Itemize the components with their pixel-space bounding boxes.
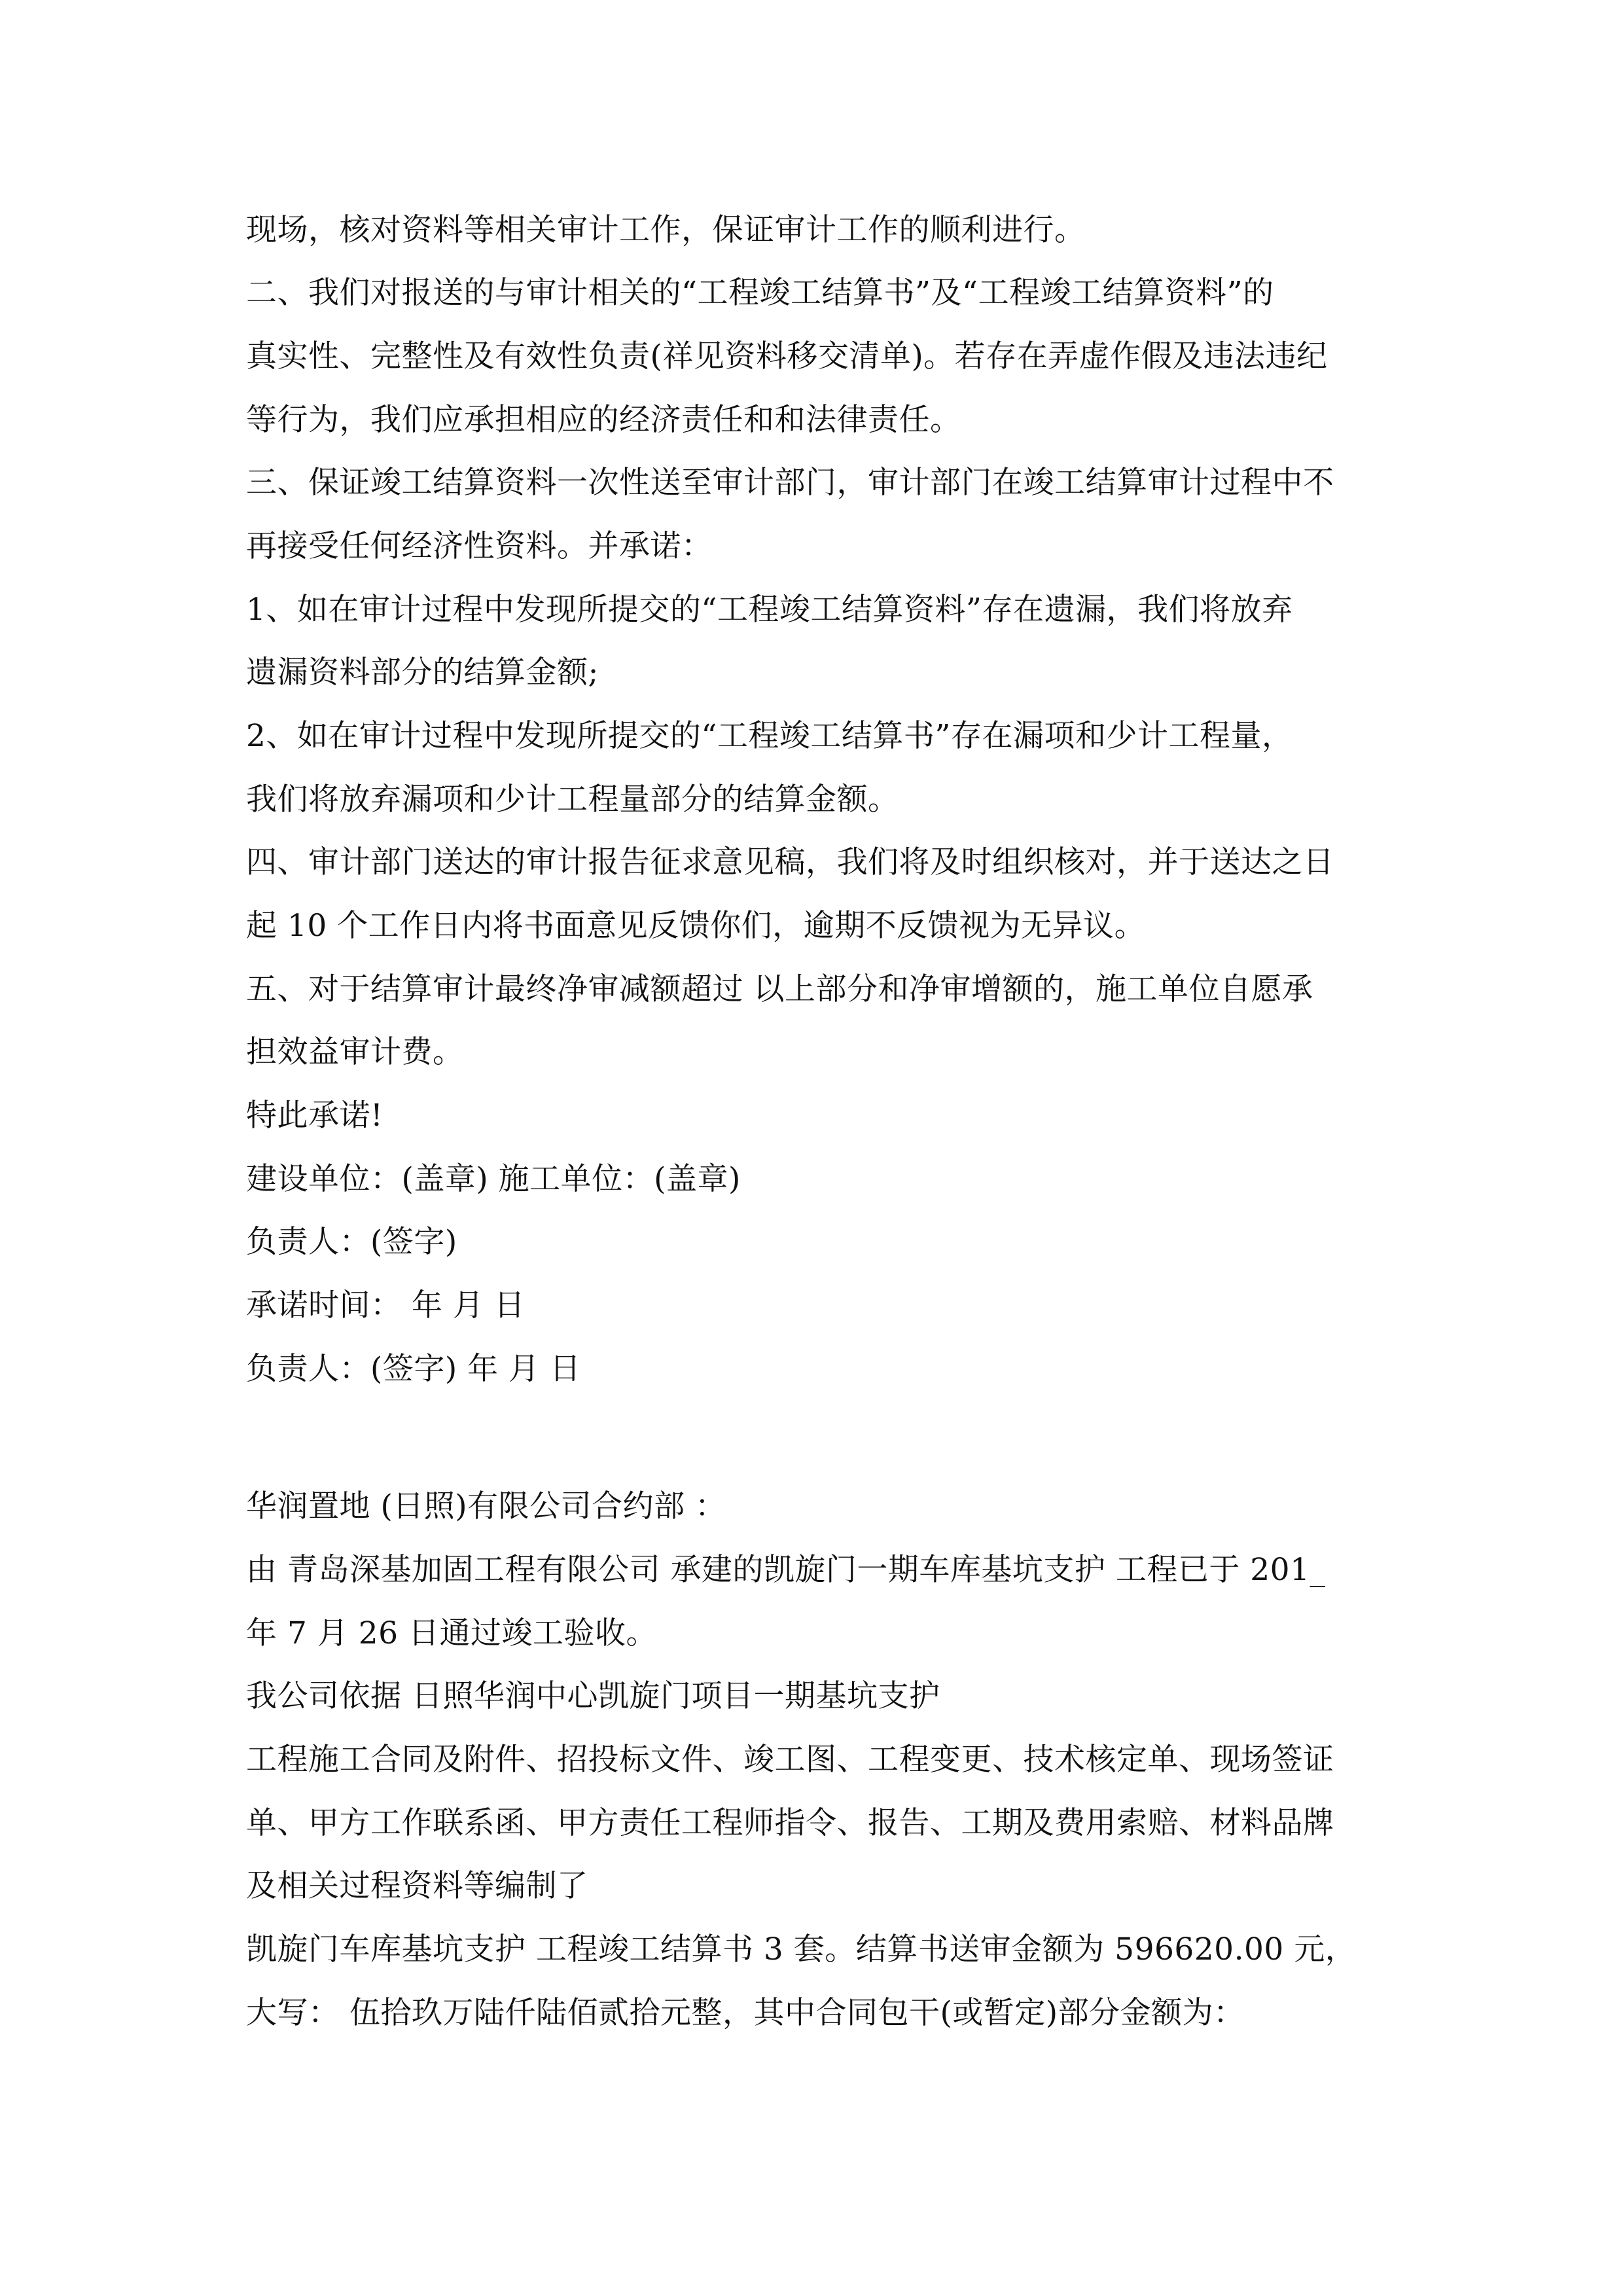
signature-line: 负责人：(签字): [246, 1224, 457, 1260]
text-line: 再接受任何经济性资料。并承诺：: [246, 528, 713, 564]
text-line: 起 10 个工作日内将书面意见反馈你们，逾期不反馈视为无异议。: [246, 908, 1146, 944]
text-line: 等行为，我们应承担相应的经济责任和和法律责任。: [246, 402, 961, 438]
text-line: 五、对于结算审计最终净审减额超过 以上部分和净审增额的，施工单位自愿承: [246, 971, 1313, 1007]
signature-date-line: 负责人：(签字) 年 月 日: [246, 1351, 581, 1387]
text-line: 三、保证竣工结算资料一次性送至审计部门，审计部门在竣工结算审计过程中不: [246, 465, 1334, 501]
text-line: 工程施工合同及附件、招投标文件、竣工图、工程变更、技术核定单、现场签证: [246, 1742, 1334, 1778]
text-line: 年 7 月 26 日通过竣工验收。: [246, 1615, 657, 1651]
date-line: 承诺时间： 年 月 日: [246, 1287, 526, 1323]
text-line: 凯旋门车库基坑支护 工程竣工结算书 3 套。结算书送审金额为 596620.00 元，: [246, 1931, 1357, 1967]
text-line: 及相关过程资料等编制了: [246, 1868, 588, 1904]
text-line: 单、甲方工作联系函、甲方责任工程师指令、报告、工期及费用索赔、材料品牌: [246, 1805, 1334, 1841]
text-line: 2、如在审计过程中发现所提交的“工程竣工结算书”存在漏项和少计工程量，: [246, 718, 1293, 754]
text-line: 遗漏资料部分的结算金额;: [246, 655, 599, 691]
text-line: 1、如在审计过程中发现所提交的“工程竣工结算资料”存在遗漏，我们将放弃: [246, 592, 1293, 628]
text-line: 由 青岛深基加固工程有限公司 承建的凯旋门一期车库基坑支护 工程已于 201_: [246, 1552, 1326, 1588]
seal-line: 建设单位：(盖章) 施工单位：(盖章): [246, 1161, 741, 1197]
text-line: 真实性、完整性及有效性负责(祥见资料移交清单)。若存在弄虚作假及违法违纪: [246, 338, 1328, 374]
text-line: 担效益审计费。: [246, 1034, 464, 1070]
text-line: 二、我们对报送的与审计相关的“工程竣工结算书”及“工程竣工结算资料”的: [246, 275, 1274, 311]
text-line: 现场，核对资料等相关审计工作，保证审计工作的顺利进行。: [246, 212, 1086, 248]
text-line: 大写： 伍拾玖万陆仟陆佰贰拾元整，其中合同包干(或暂定)部分金额为：: [246, 1995, 1245, 2031]
addressee-line: 华润置地 (日照)有限公司合约部 ：: [246, 1488, 726, 1524]
text-line: 我公司依据 日照华润中心凯旋门项目一期基坑支护: [246, 1678, 940, 1714]
closing-statement: 特此承诺!: [246, 1098, 383, 1134]
text-line: 四、审计部门送达的审计报告征求意见稿，我们将及时组织核对，并于送达之日: [246, 844, 1334, 880]
text-line: 我们将放弃漏项和少计工程量部分的结算金额。: [246, 781, 899, 817]
